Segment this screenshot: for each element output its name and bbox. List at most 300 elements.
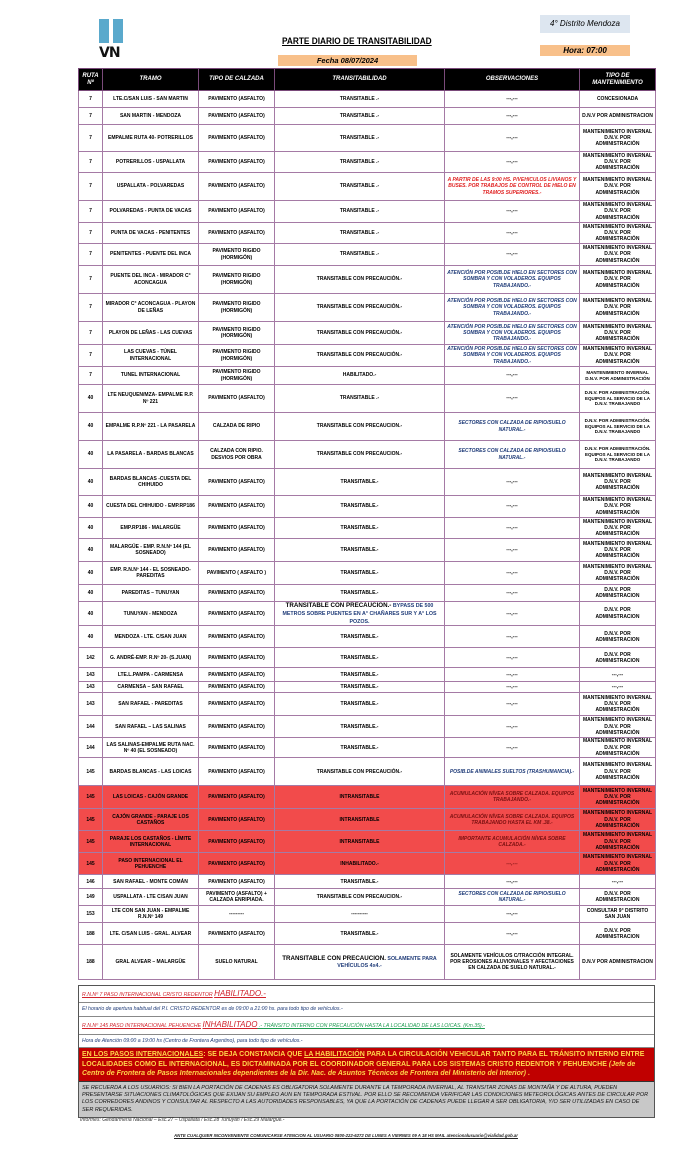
- cell-transitabilidad: TRANSITABLE CON PRECAUCION.-: [275, 413, 445, 441]
- table-row: [79, 945, 656, 980]
- cell-calzada: PAVIMENTO (ASFALTO): [199, 668, 275, 682]
- cell-tramo: PASO INTERNACIONAL EL PEHUENCHE: [103, 853, 199, 875]
- table-row: [79, 322, 656, 345]
- cell-tramo: LAS SALINAS-EMPALME RUTA NAC. Nº 40 (EL SOSNEADO): [103, 738, 199, 758]
- cell-mantenimiento: MANTENIMIENTO INVERNAL D.N.V. POR ADMINISTRACIÓN: [580, 786, 656, 809]
- cell-mantenimiento: D.N.V POR ADMINISTRACION: [580, 108, 656, 125]
- cell-ruta: 153: [79, 906, 103, 923]
- transitability-note: BYPASS DE 500 METROS SOBRE PUENTES EN A° CHAÑARES SUR Y A° LOS POZOS.: [282, 603, 437, 625]
- cell-observaciones: ---,---: [445, 367, 580, 385]
- cell-observaciones: ---,---: [445, 91, 580, 108]
- cell-tramo: POLVAREDAS - PUNTA DE VACAS: [103, 201, 199, 223]
- pehuenche-badge: INHABILITADO: [202, 1020, 258, 1030]
- logo-bars-icon: [99, 19, 135, 43]
- pehuenche-status: R.N.Nº 145 PASO INTERNACIONAL PEHUENCHE INHABILITADO .- TRÁNSITO INTERNO CON PRECAUCIÓN HASTA LA LOCALIDAD DE LAS LOICAS. (Km.35).-: [79, 1017, 654, 1034]
- table-row: [79, 539, 656, 562]
- cell-transitabilidad: TRANSITABLE.-: [275, 923, 445, 945]
- cell-ruta: 7: [79, 152, 103, 173]
- cell-observaciones: SECTORES CON CALZADA DE RIPIO/SUELO NATURAL.-: [445, 441, 580, 469]
- vialidad-nacional-logo: [99, 19, 135, 61]
- district-label: 4° Distrito Mendoza: [540, 15, 630, 33]
- cell-calzada: PAVIMENTO (ASFALTO): [199, 385, 275, 413]
- notes-box: [78, 985, 655, 1118]
- cell-transitabilidad: TRANSITABLE.-: [275, 585, 445, 602]
- cell-mantenimiento: MANTENIMIENTO INVERNAL D.N.V. POR ADMINISTRACIÓN: [580, 539, 656, 562]
- cell-observaciones: SECTORES CON CALZADA DE RIPIO/SUELO NATURAL.-: [445, 889, 580, 906]
- cell-tramo: G. ANDRÉ-EMP. R.Nº 20- (S.JUAN): [103, 648, 199, 668]
- table-row: [79, 906, 656, 923]
- col-header-tramo: TRAMO: [103, 69, 199, 91]
- cell-calzada: PAVIMENTO (ASFALTO): [199, 853, 275, 875]
- table-row: [79, 693, 656, 716]
- table-row: [79, 367, 656, 385]
- cell-transitabilidad: ----------: [275, 906, 445, 923]
- cell-mantenimiento: MANTENIMIENTO INVERNAL D.N.V. POR ADMINISTRACIÓN: [580, 469, 656, 496]
- cell-observaciones: ---,---: [445, 682, 580, 693]
- cell-calzada: PAVIMENTO (ASFALTO): [199, 809, 275, 831]
- cell-mantenimiento: MANTENIMIENTO INVERNAL D.N.V. POR ADMINISTRACIÓN: [580, 693, 656, 716]
- cell-calzada: PAVIMENTO RIGIDO (HORMIGÓN): [199, 345, 275, 367]
- col-header-calzada: TIPO DE CALZADA: [199, 69, 275, 91]
- cell-calzada: PAVIMENTO (ASFALTO): [199, 693, 275, 716]
- cell-tramo: GRAL ALVEAR – MALARGÜE: [103, 945, 199, 980]
- cell-transitabilidad: INTRANSITABLE: [275, 809, 445, 831]
- cell-tramo: EMP. R.N.Nº 144 - EL SOSNEADO- PAREDITAS: [103, 562, 199, 585]
- cell-observaciones: ---,---: [445, 602, 580, 626]
- table-row: [79, 831, 656, 853]
- cell-ruta: 143: [79, 668, 103, 682]
- cell-transitabilidad: INTRANSITABLE: [275, 831, 445, 853]
- transitability-table: [78, 68, 656, 980]
- cell-ruta: 40: [79, 562, 103, 585]
- cell-calzada: CALZADA DE RIPIO: [199, 413, 275, 441]
- cell-tramo: SAN RAFAEL – LAS SALINAS: [103, 716, 199, 738]
- cell-calzada: PAVIMENTO RIGIDO (HORMIGÓN): [199, 294, 275, 322]
- table-row: [79, 496, 656, 518]
- cell-mantenimiento: ---,---: [580, 875, 656, 889]
- cell-observaciones: ATENCIÓN POR POSIB.DE HIELO EN SECTORES CON SOMBRA Y CON VOLADEROS. EQUIPOS TRABAJANDO.-: [445, 266, 580, 294]
- cell-tramo: MALARGÜE - EMP. R.N.Nº 144 (EL SOSNEADO): [103, 539, 199, 562]
- cell-tramo: PUNTA DE VACAS - PENITENTES: [103, 223, 199, 244]
- report-date: Fecha 08/07/2024: [278, 55, 417, 66]
- cell-observaciones: ---,---: [445, 125, 580, 152]
- cell-tramo: LA PASARELA - BARDAS BLANCAS: [103, 441, 199, 469]
- pasos-internacionales-notice: EN LOS PASOS INTERNACIONALES: SE DEJA CONSTANCIA QUE LA HABILITACIÓN PARA LA CIRCULACIÓN VEHICULAR TANTO PARA EL TRÁNSITO INTERNO ENTRE LOCALIDADES COMO EL INTERNACIONAL, ES DICTAMINADA POR EL COORDINADOR GENERAL PARA LOS SISTEMAS CRISTO REDENTOR Y PEHUENCHE (Jefe de Centro de Frontera de Pasos Internacionales dependientes de la Dir. Nac. de Asuntos Técnicos de Frontera del Ministerio del Interior) .: [79, 1048, 654, 1081]
- report-time: Hora: 07:00: [540, 45, 630, 56]
- cell-observaciones: ---,---: [445, 585, 580, 602]
- cell-transitabilidad: TRANSITABLE CON PRECAUCIÓN.-: [275, 322, 445, 345]
- cell-transitabilidad: TRANSITABLE .-: [275, 91, 445, 108]
- table-row: [79, 758, 656, 786]
- cell-ruta: 143: [79, 682, 103, 693]
- contact-footer: ANTE CUALQUIER INCONVENIENTE COMUNICARSE ATENCION AL USUARIO 0800-222-6272 DE LUNES A VIERNES 09 A 18 HS MAIL atencionalusuario@vialidad.gob.ar: [174, 1133, 518, 1138]
- cell-calzada: SUELO NATURAL: [199, 945, 275, 980]
- cell-transitabilidad: TRANSITABLE CON PRECAUCIÓN.-: [275, 758, 445, 786]
- cell-mantenimiento: ---,---: [580, 668, 656, 682]
- cell-ruta: 7: [79, 367, 103, 385]
- cell-observaciones: ---,---: [445, 518, 580, 539]
- cell-ruta: 7: [79, 266, 103, 294]
- cell-tramo: EMPALME RUTA 40- POTRERILLOS: [103, 125, 199, 152]
- cristo-redentor-badge: HABILITADO.-: [214, 989, 266, 998]
- cell-tramo: CARMENSA – SAN RAFAEL: [103, 682, 199, 693]
- cell-observaciones: ---,---: [445, 923, 580, 945]
- cell-calzada: PAVIMENTO (ASFALTO): [199, 682, 275, 693]
- cell-mantenimiento: MANTENIMIENTO INVERNAL D.N.V. POR ADMINISTRACIÓN: [580, 562, 656, 585]
- cell-transitabilidad: TRANSITABLE.-: [275, 875, 445, 889]
- cell-transitabilidad: TRANSITABLE .-: [275, 152, 445, 173]
- table-row: [79, 385, 656, 413]
- cell-ruta: 145: [79, 786, 103, 809]
- cell-transitabilidad: TRANSITABLE CON PRECAUCIÓN.-: [275, 266, 445, 294]
- cell-ruta: 7: [79, 91, 103, 108]
- table-row: [79, 518, 656, 539]
- cell-calzada: PAVIMENTO (ASFALTO): [199, 108, 275, 125]
- col-header-ruta: RUTA Nº: [79, 69, 103, 91]
- cell-ruta: 7: [79, 223, 103, 244]
- cell-calzada: PAVIMENTO (ASFALTO): [199, 602, 275, 626]
- cell-transitabilidad: TRANSITABLE CON PRECAUCION.-: [275, 441, 445, 469]
- cell-transitabilidad: TRANSITABLE CON PRECAUCION. SOLAMENTE PARA VEHÍCULOS 4x4.-: [275, 945, 445, 980]
- cell-ruta: 40: [79, 385, 103, 413]
- cell-transitabilidad: TRANSITABLE.-: [275, 693, 445, 716]
- cell-transitabilidad: TRANSITABLE.-: [275, 562, 445, 585]
- cell-transitabilidad: TRANSITABLE .-: [275, 244, 445, 266]
- cell-ruta: 7: [79, 108, 103, 125]
- cell-tramo: PENITENTES - PUENTE DEL INCA: [103, 244, 199, 266]
- cell-mantenimiento: D.N.V. POR ADMINISTRACION: [580, 626, 656, 648]
- cell-observaciones: POSIB.DE ANIMALES SUELTOS (TRASHUMANCIA).-: [445, 758, 580, 786]
- cell-observaciones: SECTORES CON CALZADA DE RIPIO/SUELO NATURAL.-: [445, 413, 580, 441]
- table-row: [79, 173, 656, 201]
- cell-observaciones: ---,---: [445, 716, 580, 738]
- cell-observaciones: IMPORTANTE ACUMULACIÓN NÍVEA SOBRE CALZADA.-: [445, 831, 580, 853]
- cell-calzada: PAVIMENTO (ASFALTO): [199, 91, 275, 108]
- informes-footer: Informes: Gendarmería Nacional – Esc.27 – Uspallata / Esc.28 Tunuyán / Esc.29 Malargüe.-: [80, 1117, 285, 1123]
- cell-mantenimiento: MANTENIMIENTO INVERNAL D.N.V. POR ADMINISTRACIÓN: [580, 201, 656, 223]
- cell-transitabilidad: HABILITADO.-: [275, 367, 445, 385]
- col-header-observaciones: OBSERVACIONES: [445, 69, 580, 91]
- cell-transitabilidad: TRANSITABLE CON PRECAUCIÓN.-: [275, 345, 445, 367]
- cell-observaciones: SOLAMENTE VEHÍCULOS C/TRACCIÓN INTEGRAL. POR EROSIONES ALUVIONALES Y AFECTACIONES EN CALZADA DE SUELO NATURAL.-: [445, 945, 580, 980]
- cell-calzada: PAVIMENTO (ASFALTO): [199, 738, 275, 758]
- table-row: [79, 201, 656, 223]
- cell-ruta: 7: [79, 322, 103, 345]
- cell-transitabilidad: INHABILITADO.-: [275, 853, 445, 875]
- cell-tramo: LAS CUEVAS - TÚNEL INTERNACIONAL: [103, 345, 199, 367]
- cell-calzada: PAVIMENTO (ASFALTO): [199, 786, 275, 809]
- cell-mantenimiento: D.N.V. POR ADMINISTRACION: [580, 889, 656, 906]
- cell-calzada: PAVIMENTO (ASFALTO): [199, 469, 275, 496]
- cell-ruta: 7: [79, 345, 103, 367]
- cell-calzada: PAVIMENTO (ASFALTO) + CALZADA ENRIPIADA.: [199, 889, 275, 906]
- cell-calzada: PAVIMENTO (ASFALTO): [199, 539, 275, 562]
- cell-observaciones: ATENCIÓN POR POSIB.DE HIELO EN SECTORES CON SOMBRA Y CON VOLADEROS. EQUIPOS TRABAJANDO.-: [445, 294, 580, 322]
- cell-calzada: ---------: [199, 906, 275, 923]
- table-row: [79, 91, 656, 108]
- cell-mantenimiento: MANTENIMIENTO INVERNAL D.N.V. POR ADMINISTRACIÓN: [580, 496, 656, 518]
- cell-ruta: 40: [79, 539, 103, 562]
- cell-observaciones: ---,---: [445, 201, 580, 223]
- cell-observaciones: ---,---: [445, 668, 580, 682]
- cell-tramo: LTE.L.PAMPA - CARMENSA: [103, 668, 199, 682]
- cell-mantenimiento: MANTENIMIENTO INVERNAL D.N.V. POR ADMINISTRACIÓN: [580, 831, 656, 853]
- table-row: [79, 562, 656, 585]
- cell-mantenimiento: MANTENIMIENTO INVERNAL D.N.V. POR ADMINISTRACIÓN: [580, 125, 656, 152]
- cell-tramo: SAN MARTIN - MENDOZA: [103, 108, 199, 125]
- cell-mantenimiento: MANTENIMIENTO INVERNAL D.N.V. POR ADMINISTRACIÓN: [580, 758, 656, 786]
- cell-tramo: TUNUYAN - MENDOZA: [103, 602, 199, 626]
- cell-tramo: POTRERILLOS - USPALLATA: [103, 152, 199, 173]
- cell-transitabilidad: TRANSITABLE .-: [275, 125, 445, 152]
- cell-calzada: PAVIMENTO (ASFALTO): [199, 648, 275, 668]
- table-row: [79, 108, 656, 125]
- cell-observaciones: ---,---: [445, 152, 580, 173]
- table-row: [79, 738, 656, 758]
- cell-transitabilidad: TRANSITABLE.-: [275, 496, 445, 518]
- cell-transitabilidad: TRANSITABLE.-: [275, 668, 445, 682]
- cell-mantenimiento: D.N.V. POR ADMINISTRACIÓN. EQUIPOS AL SERVICIO DE LA D.N.V. TRABAJANDO: [580, 441, 656, 469]
- cell-calzada: PAVIMENTO (ASFALTO): [199, 173, 275, 201]
- cell-transitabilidad: TRANSITABLE .-: [275, 385, 445, 413]
- cell-transitabilidad: TRANSITABLE CON PRECAUCIÓN.-: [275, 294, 445, 322]
- cell-ruta: 40: [79, 441, 103, 469]
- cell-calzada: PAVIMENTO (ASFALTO): [199, 923, 275, 945]
- cell-ruta: 40: [79, 626, 103, 648]
- table-row: [79, 809, 656, 831]
- table-row: [79, 889, 656, 906]
- table-row: [79, 266, 656, 294]
- cell-observaciones: ---,---: [445, 496, 580, 518]
- cell-tramo: MENDOZA - LTE. C/SAN JUAN: [103, 626, 199, 648]
- cell-tramo: PAREDITAS – TUNUYAN: [103, 585, 199, 602]
- cell-ruta: 188: [79, 945, 103, 980]
- cell-ruta: 7: [79, 201, 103, 223]
- cell-ruta: 142: [79, 648, 103, 668]
- cell-calzada: PAVIMENTO (ASFALTO): [199, 716, 275, 738]
- cell-observaciones: ---,---: [445, 738, 580, 758]
- cell-tramo: LTE.C/SAN LUIS - SAN MARTIN: [103, 91, 199, 108]
- table-row: [79, 648, 656, 668]
- table-row: [79, 441, 656, 469]
- table-header-row: [79, 69, 656, 91]
- cell-calzada: PAVIMENTO RIGIDO (HORMIGÓN): [199, 322, 275, 345]
- cell-transitabilidad: TRANSITABLE.-: [275, 518, 445, 539]
- cell-ruta: 149: [79, 889, 103, 906]
- cell-calzada: PAVIMENTO (ASFALTO): [199, 201, 275, 223]
- table-row: [79, 668, 656, 682]
- cell-tramo: USPALLATA - POLVAREDAS: [103, 173, 199, 201]
- cell-calzada: PAVIMENTO (ASFALTO): [199, 152, 275, 173]
- cell-mantenimiento: MANTENIMIENTO INVERNAL D.N.V. POR ADMINISTRACIÓN: [580, 716, 656, 738]
- pehuenche-hours: Hora de Atención 09:00 a 19:00 hs (Centro de Frontera Argentino), para todo tipo de vehículos.-: [79, 1035, 654, 1049]
- cell-mantenimiento: D.N.V. POR ADMINISTRACION: [580, 602, 656, 626]
- cell-ruta: 40: [79, 496, 103, 518]
- cell-observaciones: ---,---: [445, 385, 580, 413]
- cell-observaciones: ---,---: [445, 906, 580, 923]
- cell-transitabilidad: TRANSITABLE .-: [275, 108, 445, 125]
- cell-calzada: PAVIMENTO (ASFALTO): [199, 758, 275, 786]
- cell-transitabilidad: TRANSITABLE.-: [275, 716, 445, 738]
- cell-tramo: CUESTA DEL CHIHUIDO - EMP.RP186: [103, 496, 199, 518]
- cell-tramo: BARDAS BLANCAS -CUESTA DEL CHIHUIDO: [103, 469, 199, 496]
- cell-ruta: 144: [79, 716, 103, 738]
- cell-mantenimiento: MANTENIMIENTO INVERNAL D.N.V. POR ADMINISTRACIÓN: [580, 853, 656, 875]
- cell-observaciones: ---,---: [445, 539, 580, 562]
- cell-calzada: PAVIMENTO (ASFALTO): [199, 496, 275, 518]
- cell-observaciones: ---,---: [445, 223, 580, 244]
- cell-transitabilidad: TRANSITABLE.-: [275, 648, 445, 668]
- cell-mantenimiento: MANTENIMIENTO INVERNAL D.N.V. POR ADMINISTRACIÓN: [580, 518, 656, 539]
- cell-mantenimiento: CONCESIONADA: [580, 91, 656, 108]
- cell-tramo: PUENTE DEL INCA - MIRADOR C° ACONCAGUA: [103, 266, 199, 294]
- cell-calzada: PAVIMENTO RIGIDO (HORMIGÓN): [199, 244, 275, 266]
- cell-mantenimiento: MANTENIMIENTO INVERNAL D.N.V. POR ADMINISTRACIÓN: [580, 173, 656, 201]
- table-row: [79, 923, 656, 945]
- cell-observaciones: ---,---: [445, 562, 580, 585]
- cell-mantenimiento: D.N.V. POR ADMINISTRACION: [580, 923, 656, 945]
- cell-observaciones: ACUMULACIÓN NÍVEA SOBRE CALZADA. EQUIPOS TRABAJANDO.-: [445, 786, 580, 809]
- cell-mantenimiento: MANTENIMIENTO INVERNAL D.N.V. POR ADMINISTRACIÓN: [580, 738, 656, 758]
- cell-ruta: 40: [79, 518, 103, 539]
- cell-calzada: CALZADA CON RIPIO. DESVIOS POR OBRA: [199, 441, 275, 469]
- cell-ruta: 40: [79, 585, 103, 602]
- cell-transitabilidad: TRANSITABLE.-: [275, 469, 445, 496]
- cell-transitabilidad: TRANSITABLE CON PRECAUCION.- BYPASS DE 500 METROS SOBRE PUENTES EN A° CHAÑARES SUR Y A° LOS POZOS.: [275, 602, 445, 626]
- cell-tramo: USPALLATA - LTE C/SAN JUAN: [103, 889, 199, 906]
- cell-observaciones: ---,---: [445, 648, 580, 668]
- cell-tramo: BARDAS BLANCAS - LAS LOICAS: [103, 758, 199, 786]
- cell-ruta: 145: [79, 831, 103, 853]
- table-row: [79, 875, 656, 889]
- cell-observaciones: ---,---: [445, 108, 580, 125]
- table-row: [79, 786, 656, 809]
- cell-transitabilidad: TRANSITABLE .-: [275, 201, 445, 223]
- cell-transitabilidad: TRANSITABLE CON PRECAUCION.-: [275, 889, 445, 906]
- cristo-redentor-status: R.N.Nº 7 PASO INTERNACIONAL CRISTO REDENTOR HABILITADO.-: [79, 986, 654, 1003]
- cell-ruta: 40: [79, 602, 103, 626]
- cell-calzada: PAVIMENTO ( ASFALTO ): [199, 562, 275, 585]
- cell-transitabilidad: TRANSITABLE.-: [275, 682, 445, 693]
- cell-tramo: PLAYON DE LEÑAS - LAS CUEVAS: [103, 322, 199, 345]
- col-header-mantenimiento: TIPO DE MANTENIMIENTO: [580, 69, 656, 91]
- table-row: [79, 602, 656, 626]
- cell-ruta: 145: [79, 758, 103, 786]
- cell-tramo: TUNEL INTERNACIONAL: [103, 367, 199, 385]
- cell-mantenimiento: MANTENIMIENTO INVERNAL D.N.V. POR ADMINISTRACIÓN: [580, 266, 656, 294]
- table-row: [79, 345, 656, 367]
- cell-observaciones: A PARTIR DE LAS 9:00 HS. P/VEHICULOS LIVIANOS Y BUSES. POR TRABAJOS DE CONTROL DE HIELO EN TRAMOS SUPERIORES.-: [445, 173, 580, 201]
- cell-mantenimiento: MANTENIMIENTO INVERNAL D.N.V. POR ADMINISTRACIÓN: [580, 367, 656, 385]
- cell-ruta: 145: [79, 853, 103, 875]
- cell-transitabilidad: TRANSITABLE .-: [275, 173, 445, 201]
- cell-calzada: PAVIMENTO (ASFALTO): [199, 125, 275, 152]
- cell-ruta: 7: [79, 294, 103, 322]
- cell-mantenimiento: ---,---: [580, 682, 656, 693]
- cell-tramo: SAN RAFAEL - PAREDITAS: [103, 693, 199, 716]
- cristo-redentor-hours: El horario de apertura habitual del P.I. CRISTO REDENTOR es de 09:00 a 21:00 hs. para todo tipo de vehículos.-: [79, 1003, 654, 1017]
- cell-calzada: PAVIMENTO (ASFALTO): [199, 223, 275, 244]
- table-row: [79, 294, 656, 322]
- cell-mantenimiento: D.N.V. POR ADMINISTRACIÓN. EQUIPOS AL SERVICIO DE LA D.N.V. TRABAJANDO: [580, 413, 656, 441]
- cell-observaciones: ATENCIÓN POR POSIB.DE HIELO EN SECTORES CON SOMBRA Y CON VOLADEROS. EQUIPOS TRABAJANDO.-: [445, 345, 580, 367]
- cell-tramo: PARAJE LOS CASTAÑOS - LÍMITE INTERNACIONAL: [103, 831, 199, 853]
- cell-ruta: 146: [79, 875, 103, 889]
- cell-calzada: PAVIMENTO (ASFALTO): [199, 518, 275, 539]
- cell-mantenimiento: MANTENIMIENTO INVERNAL D.N.V. POR ADMINISTRACIÓN: [580, 223, 656, 244]
- cell-observaciones: ---,---: [445, 853, 580, 875]
- cell-ruta: 145: [79, 809, 103, 831]
- cell-calzada: PAVIMENTO (ASFALTO): [199, 585, 275, 602]
- cell-mantenimiento: D.N.V POR ADMINISTRACION: [580, 945, 656, 980]
- cell-calzada: PAVIMENTO (ASFALTO): [199, 875, 275, 889]
- cell-ruta: 7: [79, 244, 103, 266]
- cell-ruta: 188: [79, 923, 103, 945]
- cell-tramo: EMPALME R.P.Nº 221 - LA PASARELA: [103, 413, 199, 441]
- cell-tramo: LTE CON SAN JUAN - EMPALME R.N.Nº 149: [103, 906, 199, 923]
- cell-tramo: CAJÓN GRANDE - PARAJE LOS CASTAÑOS: [103, 809, 199, 831]
- cell-calzada: PAVIMENTO (ASFALTO): [199, 831, 275, 853]
- table-row: [79, 152, 656, 173]
- table-row: [79, 244, 656, 266]
- cell-calzada: PAVIMENTO RIGIDO (HORMIGÓN): [199, 266, 275, 294]
- cell-observaciones: ---,---: [445, 693, 580, 716]
- cell-mantenimiento: MANTENIMIENTO INVERNAL D.N.V. POR ADMINISTRACIÓN: [580, 152, 656, 173]
- transitability-note: SOLAMENTE PARA VEHÍCULOS 4x4.-: [337, 955, 437, 970]
- cell-tramo: LAS LOICAS - CAJÓN GRANDE: [103, 786, 199, 809]
- table-row: [79, 585, 656, 602]
- page-title: PARTE DIARIO DE TRANSITABILIDAD: [282, 36, 432, 46]
- cell-mantenimiento: CONSULTAR 9° DISTRITO SAN JUAN: [580, 906, 656, 923]
- cell-transitabilidad: TRANSITABLE.-: [275, 626, 445, 648]
- cell-mantenimiento: D.N.V. POR ADMINISTRACION: [580, 648, 656, 668]
- cell-ruta: 40: [79, 469, 103, 496]
- cell-transitabilidad: INTRANSITABLE: [275, 786, 445, 809]
- table-row: [79, 626, 656, 648]
- table-row: [79, 853, 656, 875]
- cell-transitabilidad: TRANSITABLE.-: [275, 738, 445, 758]
- cell-calzada: PAVIMENTO (ASFALTO): [199, 626, 275, 648]
- cell-observaciones: ACUMULACIÓN NÍVEA SOBRE CALZADA. EQUIPOS TRABAJANDO HASTA EL KM .38.-: [445, 809, 580, 831]
- cell-tramo: SAN RAFAEL - MONTE COMÁN: [103, 875, 199, 889]
- table-row: [79, 125, 656, 152]
- chains-reminder: SE RECUERDA A LOS USUARIOS: SI BIEN LA PORTACIÓN DE CADENAS ES OBLIGATORIA SOLAMENTE DURANTE LA TEMPORADA INVERNAL, AL TRANSITAR ZONAS DE MONTAÑA Y DE ALTURA, PUEDEN PRESENTARSE SITUACIONES CLIMATOLÓGICAS QUE EXIJAN SU EMPLEO AUN EN TEMPORADA ESTIVAL. POR ELLO SE RECOMIENDA VERIFICAR LAS CONDICIONES METEOROLÓGICAS ANTES DE CIRCULAR POR LOS CORREDORES ANDINOS Y CONSULTAR AL RESPECTO A LAS AUTORIDADES RESPONSABLES, YA QUE LA PORTACIÓN DE CADENAS PUEDE LLEGAR A SER OBLIGATORIA, Y/O SER UTILIZADAS EN CASO DE SER REQUERIDAS.: [79, 1082, 654, 1118]
- cell-observaciones: ---,---: [445, 875, 580, 889]
- cell-tramo: MIRADOR C° ACONCAGUA - PLAYON DE LEÑAS: [103, 294, 199, 322]
- cell-transitabilidad: TRANSITABLE.-: [275, 539, 445, 562]
- cell-ruta: 143: [79, 693, 103, 716]
- cell-ruta: 144: [79, 738, 103, 758]
- cell-mantenimiento: MANTENIMIENTO INVERNAL D.N.V. POR ADMINISTRACIÓN: [580, 809, 656, 831]
- cell-mantenimiento: D.N.V. POR ADMINISTRACIÓN. EQUIPOS AL SERVICIO DE LA D.N.V. TRABAJANDO: [580, 385, 656, 413]
- cell-calzada: PAVIMENTO RIGIDO (HORMIGÓN): [199, 367, 275, 385]
- table-row: [79, 682, 656, 693]
- cell-mantenimiento: MANTENIMIENTO INVERNAL D.N.V. POR ADMINISTRACIÓN: [580, 244, 656, 266]
- table-row: [79, 413, 656, 441]
- cell-tramo: LTE NEUQUEN/MZA- EMPALME R.P. Nº 221: [103, 385, 199, 413]
- cell-mantenimiento: MANTENIMIENTO INVERNAL D.N.V. POR ADMINISTRACIÓN: [580, 345, 656, 367]
- col-header-transitabilidad: TRANSITABILIDAD: [275, 69, 445, 91]
- cell-tramo: LTE. C/SAN LUIS - GRAL. ALVEAR: [103, 923, 199, 945]
- cell-observaciones: ---,---: [445, 244, 580, 266]
- pehuenche-detail: TRÁNSITO INTERNO CON PRECAUCIÓN HASTA LA LOCALIDAD DE LAS LOICAS. (Km.35).-: [263, 1023, 485, 1030]
- cell-observaciones: ---,---: [445, 626, 580, 648]
- cell-observaciones: ---,---: [445, 469, 580, 496]
- cell-ruta: 40: [79, 413, 103, 441]
- table-row: [79, 223, 656, 244]
- logo-text: VN: [99, 45, 120, 61]
- table-row: [79, 716, 656, 738]
